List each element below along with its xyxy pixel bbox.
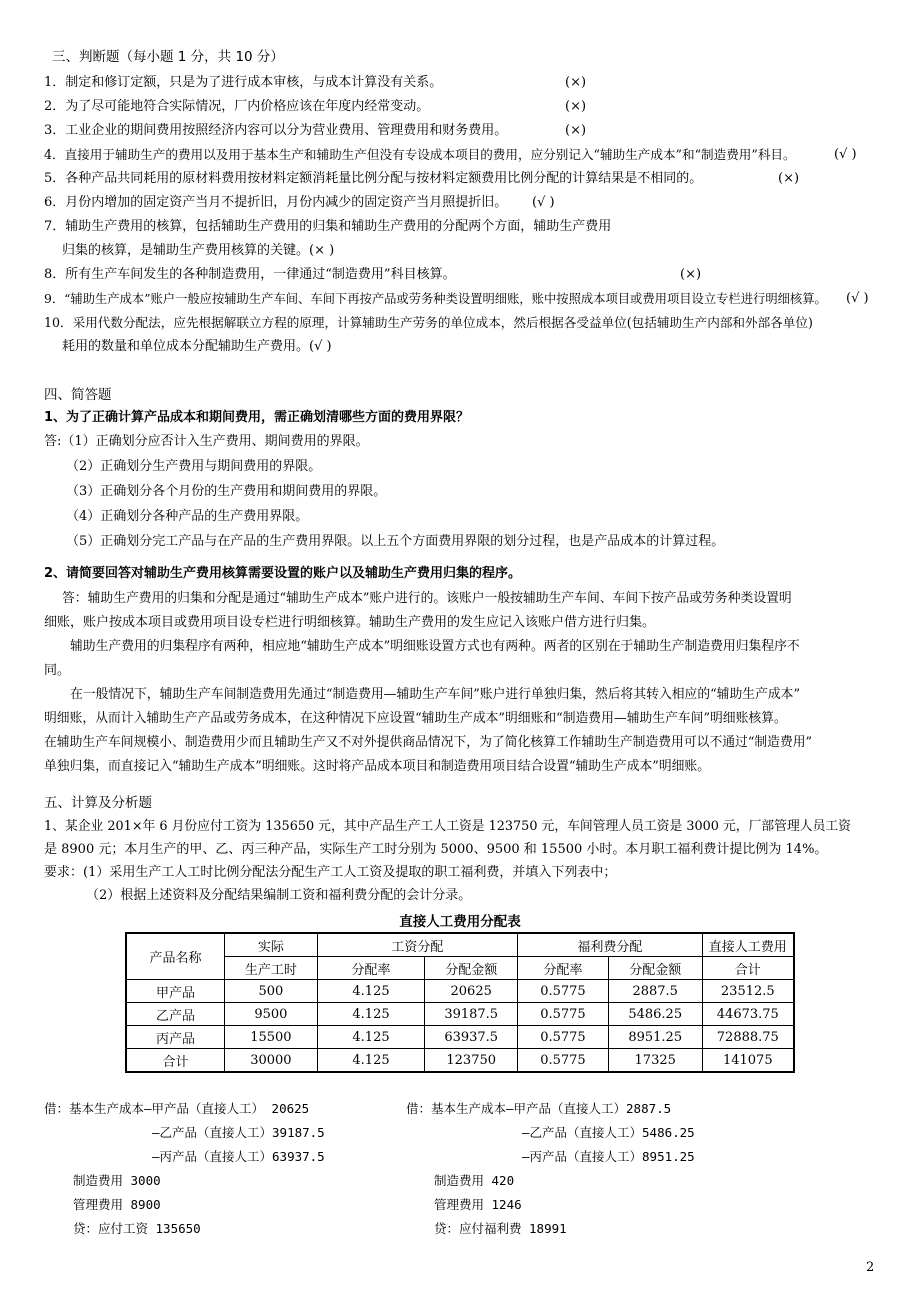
table-row	[126, 1026, 794, 1049]
judge-item-5: 5．各种产品共同耗用的原材料费用按材料定额消耗量比例分配与按材料定额费用比例分配的计算结果是不相同的。	[44, 171, 703, 186]
entry-right-5: 管理费用 1246	[434, 1197, 522, 1212]
header-benefit-rate: 分配率	[518, 957, 609, 980]
judge-mark-9: (√ )	[846, 291, 869, 306]
header-product-name: 产品名称	[126, 933, 225, 980]
cell: 4.125	[317, 1003, 425, 1026]
header-wage-rate: 分配率	[317, 957, 425, 980]
header-benefit-amount: 分配金额	[608, 957, 702, 980]
answer-2-line-7: 在辅助生产车间规模小、制造费用少而且辅助生产又不对外提供商品情况下，为了简化核算工作辅助生产制造费用可以不通过“制造费用”	[44, 735, 813, 750]
problem-line-4: （2）根据上述资料及分配结果编制工资和福利费分配的会计分录。	[86, 888, 472, 903]
answer-2-line-1: 答：辅助生产费用的归集和分配是通过“辅助生产成本”账户进行的。该账户一般按辅助生产车间、车间下按产品或劳务种类设置明	[62, 591, 792, 606]
cell: 合计	[126, 1049, 225, 1073]
cell: 9500	[225, 1003, 318, 1026]
cell: 0.5775	[518, 980, 609, 1003]
header-wage-amount: 分配金额	[425, 957, 518, 980]
judge-item-4: 4．直接用于辅助生产的费用以及用于基本生产和辅助生产但没有专设成本项目的费用，应分别记入“辅助生产成本”和“制造费用”科目。	[44, 147, 796, 162]
cell: 123750	[425, 1049, 518, 1073]
cell: 63937.5	[425, 1026, 518, 1049]
entry-right-1: 借：基本生产成本—甲产品（直接人工）2887.5	[406, 1101, 672, 1116]
answer-1-line-3: （3）正确划分各个月份的生产费用和期间费用的界限。	[66, 484, 387, 499]
answer-2-line-5: 在一般情况下，辅助生产车间制造费用先通过“制造费用—辅助生产车间”账户进行单独归集，然后将其转入相应的“辅助生产成本”	[70, 687, 800, 702]
entry-right-2: —乙产品（直接人工）5486.25	[522, 1125, 695, 1140]
cell: 500	[225, 980, 318, 1003]
cell: 44673.75	[702, 1003, 794, 1026]
cell: 23512.5	[702, 980, 794, 1003]
header-hours-line1: 实际	[225, 933, 318, 957]
labor-allocation-table	[125, 932, 795, 1073]
cell: 4.125	[317, 980, 425, 1003]
judge-item-6: 6．月份内增加的固定资产当月不提折旧，月份内减少的固定资产当月照提折旧。	[44, 195, 508, 210]
section-4-title: 四、简答题	[44, 387, 112, 403]
header-benefit-allocation: 福利费分配	[518, 933, 703, 957]
header-hours-line2: 生产工时	[225, 957, 318, 980]
entry-right-6: 贷：应付福利费 18991	[434, 1221, 567, 1236]
entry-right-3: —丙产品（直接人工）8951.25	[522, 1149, 695, 1164]
table-row	[126, 980, 794, 1003]
question-2: 2、请简要回答对辅助生产费用核算需要设置的账户以及辅助生产费用归集的程序。	[44, 566, 522, 581]
cell: 15500	[225, 1026, 318, 1049]
answer-1-line-4: （4）正确划分各种产品的生产费用界限。	[66, 509, 309, 524]
judge-item-1: 1．制定和修订定额，只是为了进行成本审核，与成本计算没有关系。	[44, 75, 443, 90]
cell: 141075	[702, 1049, 794, 1073]
answer-2-line-2: 细账，账户按成本项目或费用项目设专栏进行明细核算。辅助生产费用的发生应记入该账户借方进行归集。	[44, 615, 656, 630]
cell: 0.5775	[518, 1049, 609, 1073]
header-total-line1: 直接人工费用	[702, 933, 794, 957]
answer-2-line-4: 同。	[44, 663, 71, 678]
header-total-line2: 合计	[702, 957, 794, 980]
entry-left-6: 贷：应付工资 135650	[73, 1221, 201, 1236]
table-row	[126, 1003, 794, 1026]
answer-1-line-1: 答:（1）正确划分应否计入生产费用、期间费用的界限。	[44, 434, 369, 449]
entry-left-1: 借：基本生产成本—甲产品（直接人工） 20625	[44, 1101, 310, 1116]
table-row-total	[126, 1049, 794, 1073]
problem-line-1: 1、某企业 201×年 6 月份应付工资为 135650 元，其中产品生产工人工资是 123750 元，车间管理人员工资是 3000 元，厂部管理人员工资	[44, 819, 851, 834]
answer-2-line-8: 单独归集，而直接记入“辅助生产成本”明细账。这时将产品成本项目和制造费用项目结合设置“辅助生产成本”明细账。	[44, 759, 711, 774]
cell: 4.125	[317, 1049, 425, 1073]
entry-left-5: 管理费用 8900	[73, 1197, 161, 1212]
cell: 4.125	[317, 1026, 425, 1049]
cell: 39187.5	[425, 1003, 518, 1026]
answer-2-line-6: 明细账，从而计入辅助生产产品或劳务成本，在这种情况下应设置“辅助生产成本”明细账和“制造费用—辅助生产车间”明细账核算。	[44, 711, 787, 726]
cell: 丙产品	[126, 1026, 225, 1049]
judge-item-10: 10．采用代数分配法，应先根据解联立方程的原理，计算辅助生产劳务的单位成本，然后根据各受益单位(包括辅助生产内部和外部各单位)	[44, 315, 813, 330]
section-3-title: 三、判断题（每小题 1 分，共 10 分）	[52, 49, 284, 65]
cell: 20625	[425, 980, 518, 1003]
judge-mark-6: (√ )	[532, 195, 555, 210]
answer-1-line-2: （2）正确划分生产费用与期间费用的界限。	[66, 459, 322, 474]
cell: 5486.25	[608, 1003, 702, 1026]
judge-item-3: 3．工业企业的期间费用按照经济内容可以分为营业费用、管理费用和财务费用。	[44, 123, 508, 138]
judge-item-2: 2．为了尽可能地符合实际情况，厂内价格应该在年度内经常变动。	[44, 99, 430, 114]
cell: 0.5775	[518, 1003, 609, 1026]
problem-line-3: 要求：(1）采用生产工人工时比例分配法分配生产工人工资及提取的职工福利费，并填入下列表中；	[44, 865, 617, 880]
entry-left-4: 制造费用 3000	[73, 1173, 161, 1188]
entry-right-4: 制造费用 420	[434, 1173, 515, 1188]
cell: 乙产品	[126, 1003, 225, 1026]
cell: 0.5775	[518, 1026, 609, 1049]
problem-line-2: 是 8900 元；本月生产的甲、乙、丙三种产品，实际生产工时分别为 5000、9500 和 15500 小时。本月职工福利费计提比例为 14%。	[44, 842, 828, 857]
cell: 2887.5	[608, 980, 702, 1003]
question-1: 1、为了正确计算产品成本和期间费用，需正确划清哪些方面的费用界限？	[44, 410, 470, 425]
judge-item-8: 8．所有生产车间发生的各种制造费用，一律通过“制造费用”科目核算。	[44, 267, 456, 282]
judge-mark-8: (×)	[680, 267, 702, 282]
cell: 甲产品	[126, 980, 225, 1003]
answer-1-line-5: （5）正确划分完工产品与在产品的生产费用界限。以上五个方面费用界限的划分过程，也是产品成本的计算过程。	[66, 534, 725, 549]
entry-left-2: —乙产品（直接人工）39187.5	[152, 1125, 325, 1140]
cell: 8951.25	[608, 1026, 702, 1049]
judge-mark-1: (×)	[565, 75, 587, 90]
cell: 17325	[608, 1049, 702, 1073]
judge-mark-5: (×)	[778, 171, 800, 186]
judge-mark-2: (×)	[565, 99, 587, 114]
judge-mark-3: (×)	[565, 123, 587, 138]
section-5-title: 五、计算及分析题	[44, 795, 152, 811]
judge-mark-4: (√ )	[834, 147, 857, 162]
header-wage-allocation: 工资分配	[317, 933, 517, 957]
judge-item-7: 7．辅助生产费用的核算，包括辅助生产费用的归集和辅助生产费用的分配两个方面，辅助生产费用	[44, 219, 612, 234]
table-title: 直接人工费用分配表	[399, 914, 521, 930]
judge-item-9: 9．“辅助生产成本”账户一般应按辅助生产车间、车间下再按产品或劳务种类设置明细账，账中按照成本项目或费用项目设立专栏进行明细核算。	[44, 292, 827, 306]
judge-item-7-cont: 归集的核算，是辅助生产费用核算的关键。(× )	[62, 243, 335, 258]
cell: 72888.75	[702, 1026, 794, 1049]
judge-item-10-cont: 耗用的数量和单位成本分配辅助生产费用。(√ )	[62, 339, 332, 354]
cell: 30000	[225, 1049, 318, 1073]
page-number: 2	[866, 1260, 875, 1275]
answer-2-line-3: 辅助生产费用的归集程序有两种，相应地“辅助生产成本”明细账设置方式也有两种。两者的区别在于辅助生产制造费用归集程序不	[70, 639, 800, 654]
entry-left-3: —丙产品（直接人工）63937.5	[152, 1149, 325, 1164]
